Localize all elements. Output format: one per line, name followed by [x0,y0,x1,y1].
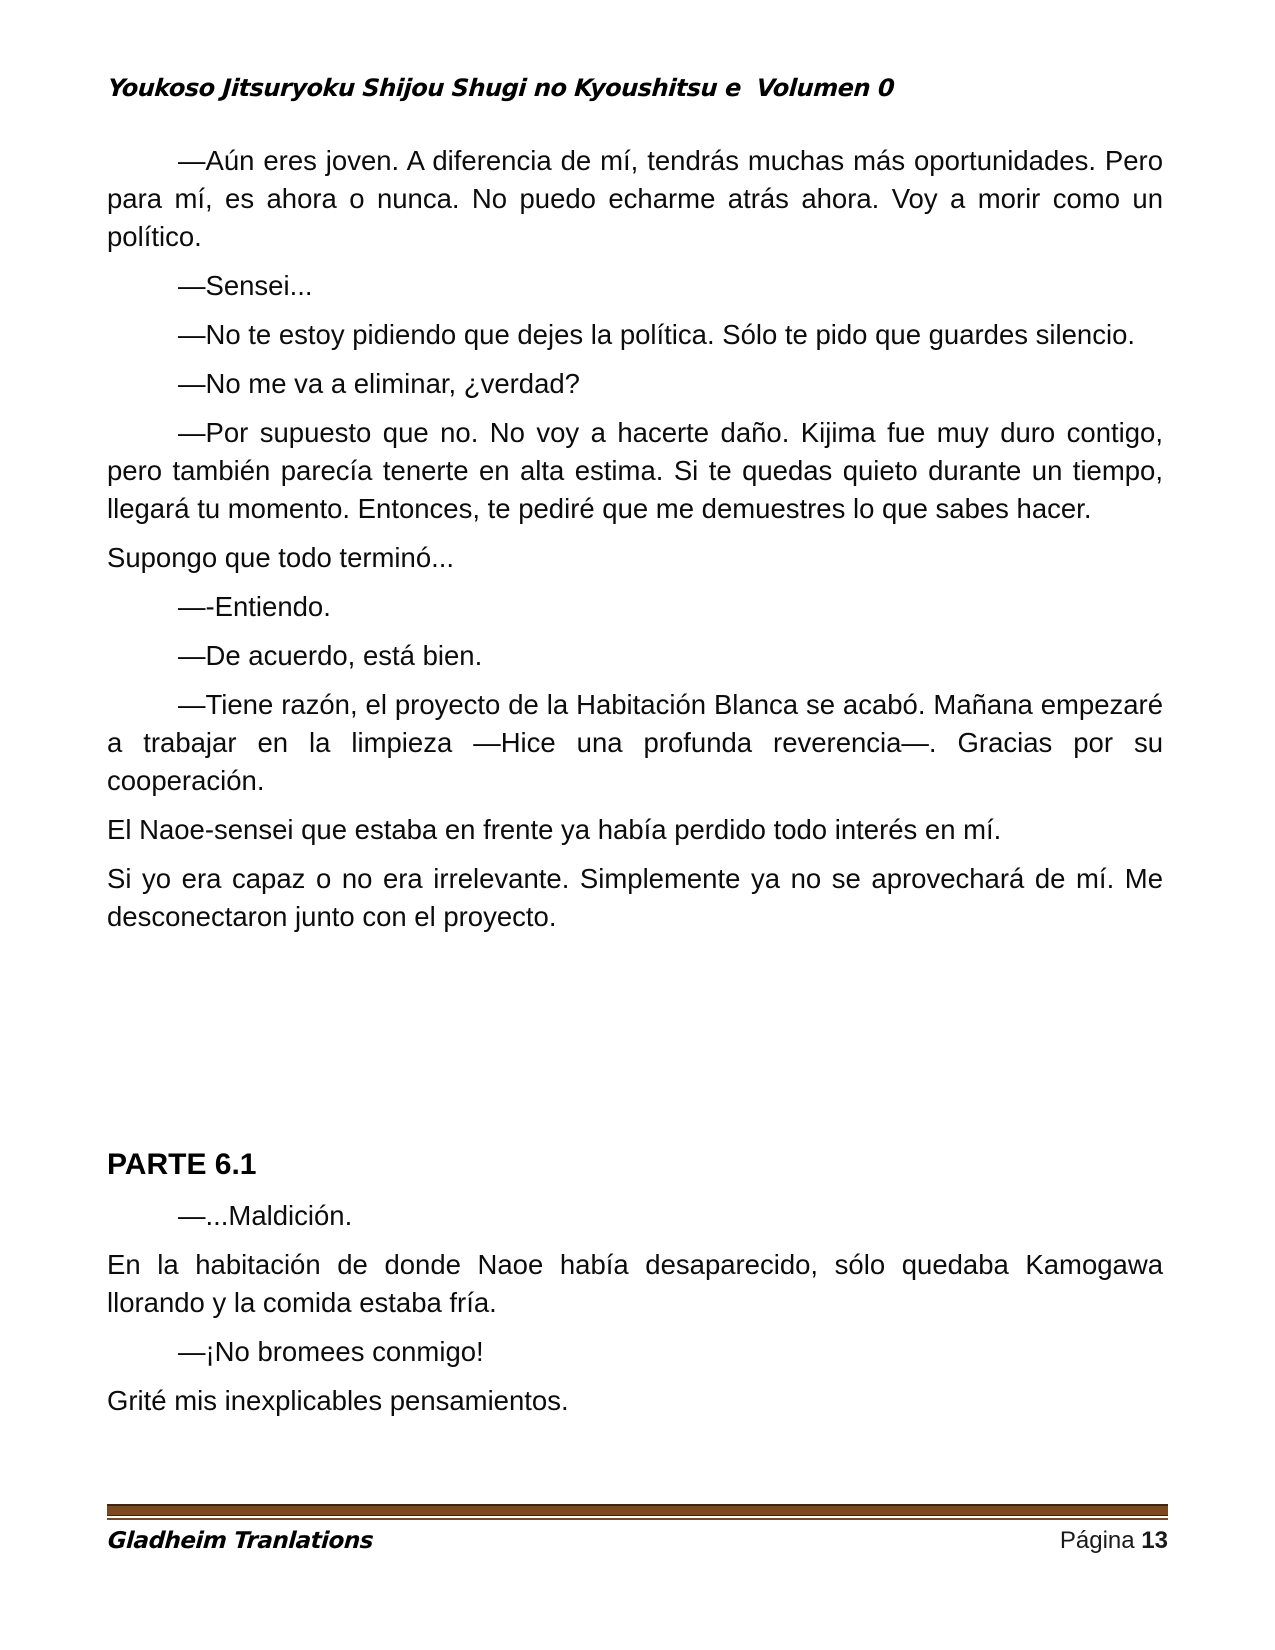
dialogue-paragraph: —Aún eres joven. A diferencia de mí, tendrás muchas más oportunidades. Pero para mí, es ahora o nunca. No puedo echarme atrás ahora. Voy a morir como un político. [107,145,1163,252]
page-footer [107,1504,1168,1555]
narration-paragraph: Si yo era capaz o no era irrelevante. Simplemente ya no se aprovechará de mí. Me desconectaron junto con el proyecto. [107,863,1163,932]
dialogue-paragraph: —Tiene razón, el proyecto de la Habitación Blanca se acabó. Mañana empezaré a trabajar en la limpieza —Hice una profunda reverencia—. Gracias por su cooperación. [107,689,1163,796]
dialogue-paragraph: —...Maldición. [178,1200,353,1231]
page-number-label: Página [1059,1527,1142,1554]
document-body [107,142,1163,1420]
footer-divider-thick-bar [107,1504,1168,1516]
footer-row [107,1527,1168,1555]
footer-divider-thin-bar [107,1518,1168,1520]
dialogue-paragraph: —-Entiendo. [178,591,331,622]
narration-paragraph: Grité mis inexplicables pensamientos. [107,1385,569,1416]
page-number [1060,1527,1168,1555]
dialogue-paragraph: —¡No bromees conmigo! [178,1336,484,1367]
page-header-title: Youkoso Jitsuryoku Shijou Shugi no Kyoushitsu e Volumen 0 [107,74,896,102]
section-spacer [107,947,1163,1145]
dialogue-paragraph: —Sensei... [178,270,313,301]
dialogue-paragraph: —De acuerdo, está bien. [178,640,483,671]
dialogue-paragraph: —Por supuesto que no. No voy a hacerte daño. Kijima fue muy duro contigo, pero también parecía tenerte en alta estima. Si te quedas quieto durante un tiempo, llegará tu momento. Entonces, te pediré que me demuestres lo que sabes hacer. [107,417,1163,524]
narration-paragraph: El Naoe-sensei que estaba en frente ya había perdido todo interés en mí. [107,814,1002,845]
page-number-value: 13 [1141,1527,1168,1554]
dialogue-paragraph: —No te estoy pidiendo que dejes la política. Sólo te pido que guardes silencio. [178,319,1136,350]
footer-divider [107,1504,1168,1520]
narration-paragraph: En la habitación de donde Naoe había desaparecido, sólo quedaba Kamogawa llorando y la comida estaba fría. [107,1249,1163,1318]
dialogue-paragraph: —No me va a eliminar, ¿verdad? [178,368,580,399]
translator-credit: Gladheim Tranlations [107,1528,374,1554]
section-heading: PARTE 6.1 [107,1148,257,1181]
narration-paragraph: Supongo que todo terminó... [107,542,455,573]
